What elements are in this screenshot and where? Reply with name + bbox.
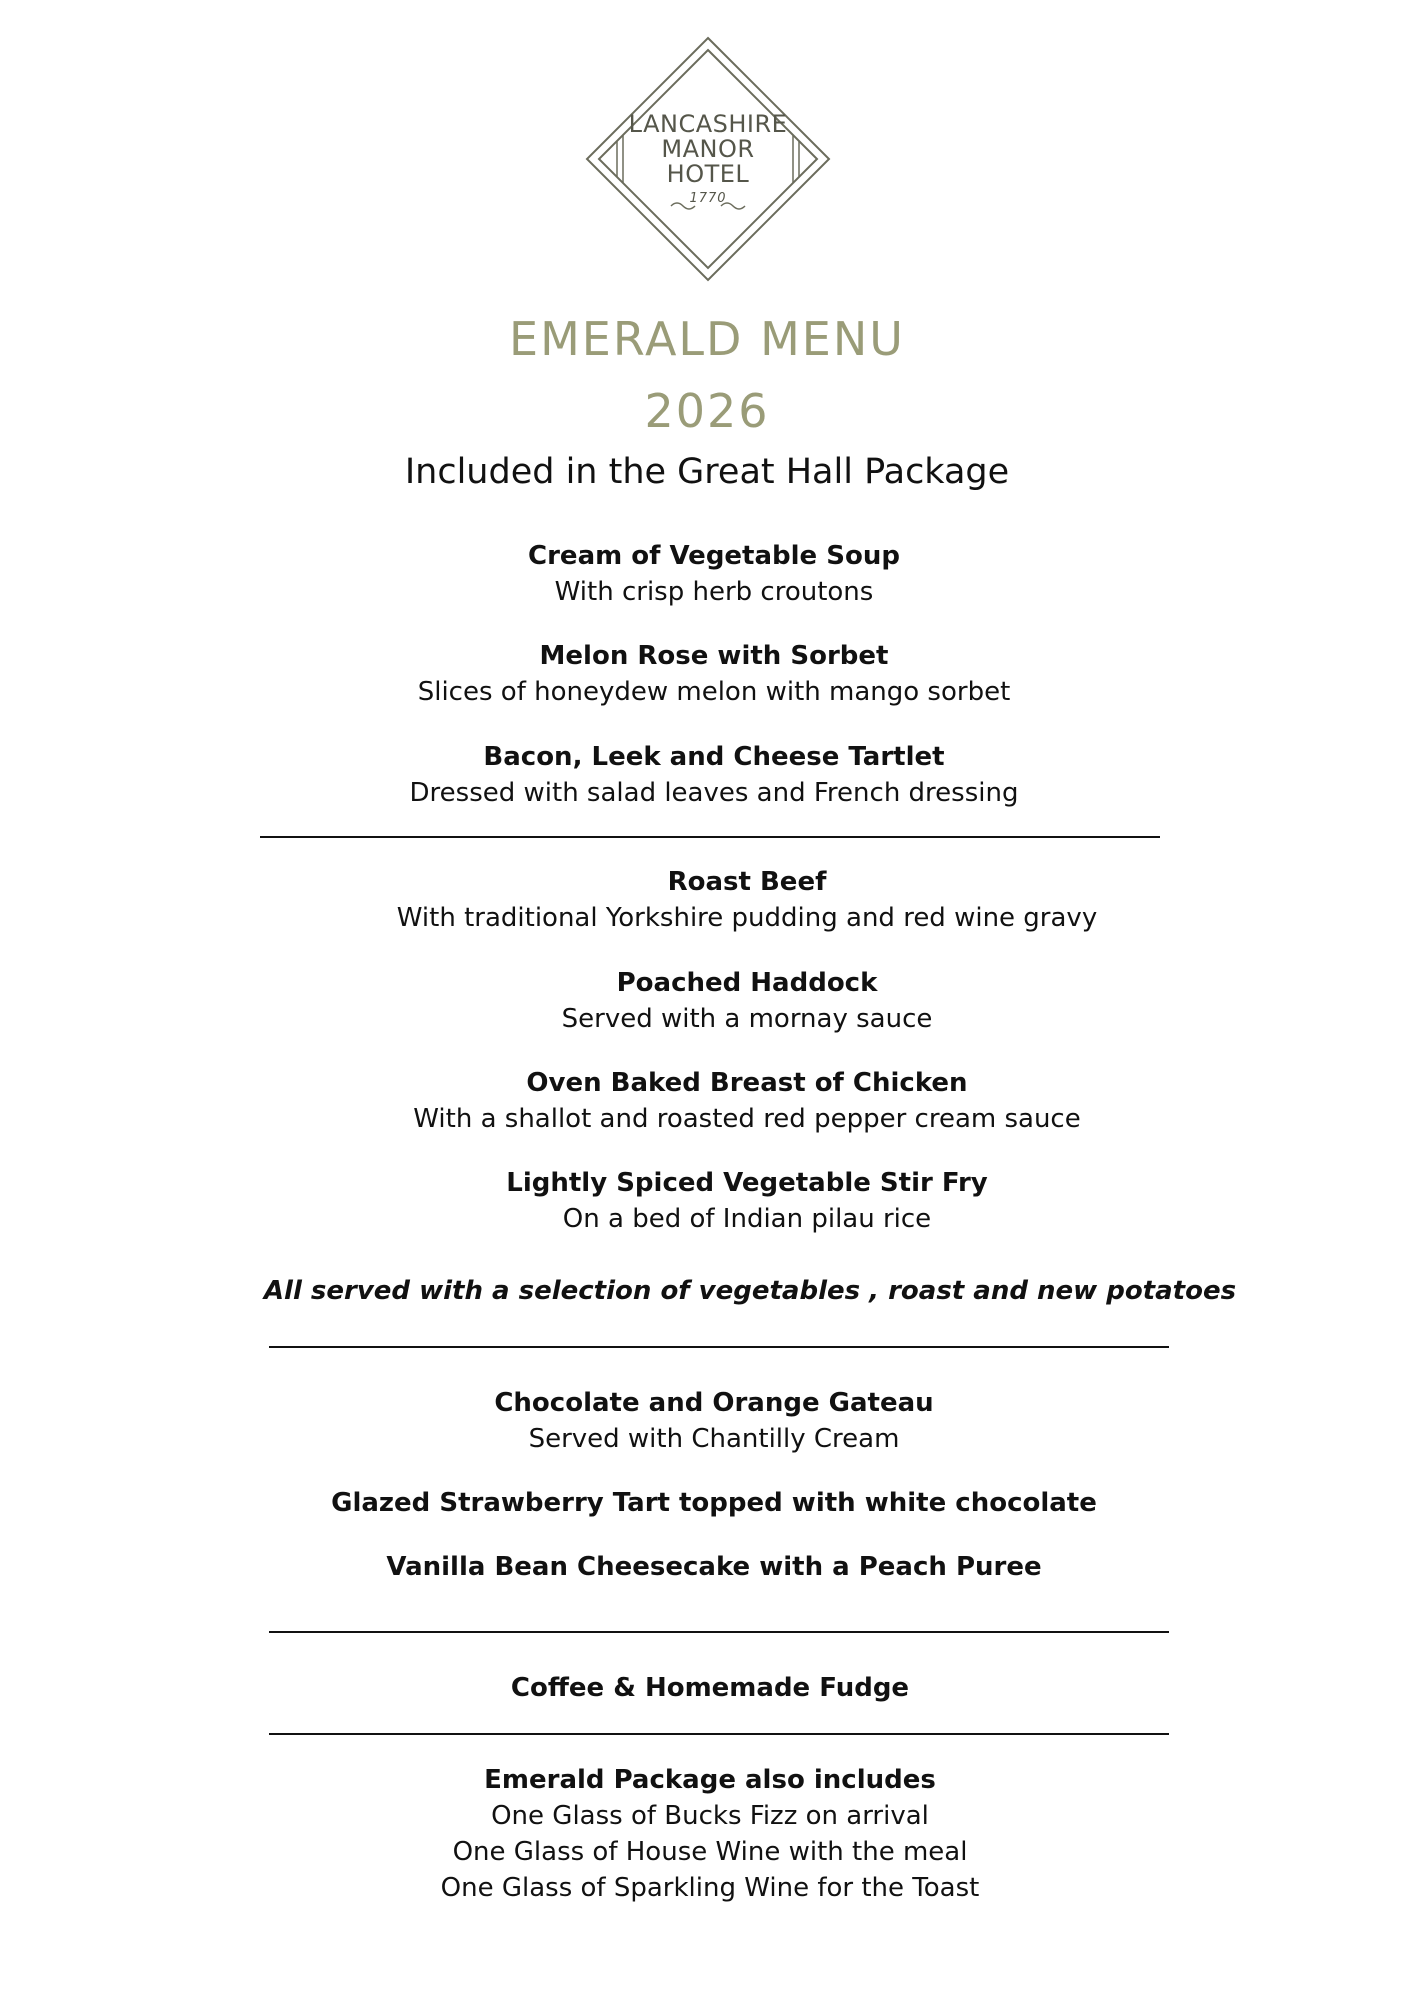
package-inclusions [210, 1762, 1210, 1906]
hotel-logo [583, 34, 833, 284]
starter-item [214, 538, 1214, 610]
logo-year: 1770 [689, 191, 727, 206]
dish-name: Bacon, Leek and Cheese Tartlet [483, 742, 945, 772]
menu-title: EMERALD MENU [509, 312, 905, 366]
section-divider [260, 836, 1160, 838]
package-heading: Emerald Package also includes [484, 1765, 936, 1795]
dish-description: Served with a mornay sauce [561, 1004, 933, 1034]
dish-description: Slices of honeydew melon with mango sorbet [417, 677, 1011, 707]
menu-subtitle: Included in the Great Hall Package [404, 452, 1010, 492]
dish-description: With crisp herb croutons [554, 577, 874, 607]
dish-description: Served with Chantilly Cream [528, 1424, 900, 1454]
main-item [247, 965, 1247, 1037]
dessert-item [214, 1485, 1214, 1521]
coffee-item [210, 1670, 1210, 1706]
starter-item [214, 739, 1214, 811]
logo-line-3: HOTEL [666, 160, 750, 188]
logo-wordmark [583, 34, 833, 284]
section-divider [269, 1631, 1169, 1633]
dish-name: Coffee & Homemade Fudge [510, 1673, 910, 1703]
dessert-item [214, 1385, 1214, 1457]
main-item [247, 864, 1247, 936]
dish-description: On a bed of Indian pilau rice [562, 1204, 932, 1234]
dish-name: Poached Haddock [616, 968, 878, 998]
dish-name: Chocolate and Orange Gateau [494, 1388, 934, 1418]
package-line: One Glass of Sparkling Wine for the Toast [440, 1873, 980, 1903]
dish-name: Vanilla Bean Cheesecake with a Peach Puree [386, 1552, 1042, 1582]
logo-line-1: LANCASHIRE [628, 110, 788, 138]
dish-name: Glazed Strawberry Tart topped with white chocolate [331, 1488, 1097, 1518]
logo-line-2: MANOR [661, 135, 755, 163]
package-line: One Glass of Bucks Fizz on arrival [491, 1801, 929, 1831]
dish-description: With traditional Yorkshire pudding and red wine gravy [396, 903, 1098, 933]
main-item [247, 1165, 1247, 1237]
dish-name: Roast Beef [667, 867, 827, 897]
dish-name: Cream of Vegetable Soup [528, 541, 900, 571]
dish-description: Dressed with salad leaves and French dressing [409, 778, 1019, 808]
dish-name: Lightly Spiced Vegetable Stir Fry [506, 1168, 988, 1198]
dessert-item [214, 1549, 1214, 1585]
section-divider [269, 1346, 1169, 1348]
mains-note: All served with a selection of vegetables , roast and new potatoes [263, 1276, 1237, 1306]
main-item [247, 1065, 1247, 1137]
menu-year: 2026 [644, 384, 770, 438]
package-line: One Glass of House Wine with the meal [452, 1837, 968, 1867]
dish-name: Melon Rose with Sorbet [539, 641, 889, 671]
dish-description: With a shallot and roasted red pepper cream sauce [413, 1104, 1081, 1134]
section-divider [269, 1733, 1169, 1735]
dish-name: Oven Baked Breast of Chicken [526, 1068, 968, 1098]
starter-item [214, 638, 1214, 710]
